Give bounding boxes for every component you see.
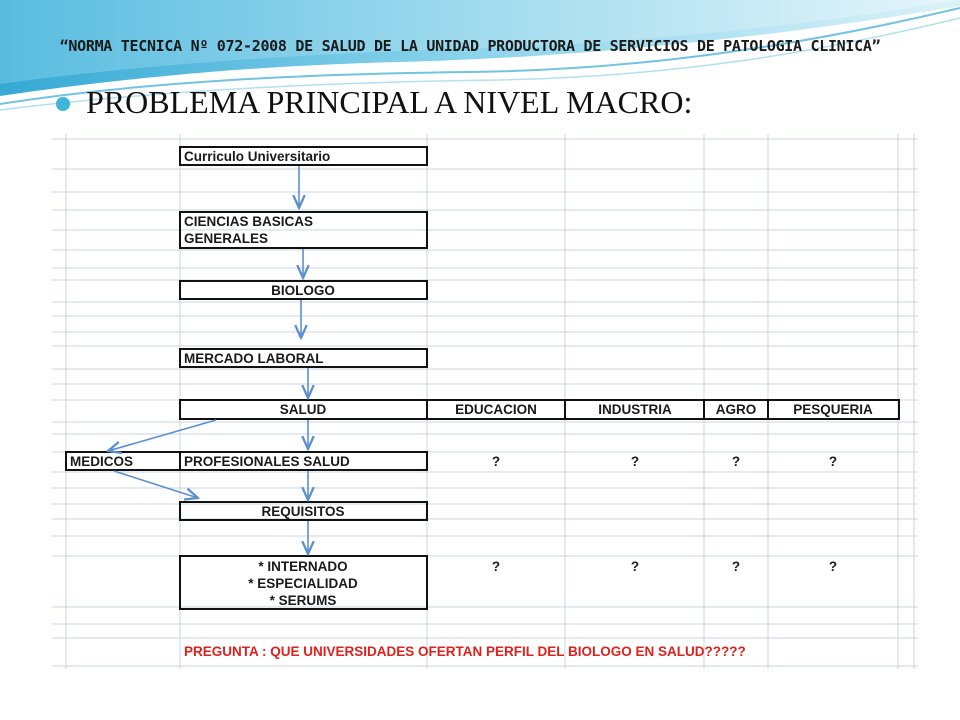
label-biologo: BIOLOGO xyxy=(271,283,335,298)
label-educacion: EDUCACION xyxy=(455,402,537,417)
label-salud: SALUD xyxy=(279,402,327,417)
label-mercado: MERCADO LABORAL xyxy=(184,351,324,366)
label-internado: * INTERNADO xyxy=(258,559,348,574)
question-educacion-2: ? xyxy=(491,559,501,574)
question-industria-2: ? xyxy=(630,559,640,574)
question-industria-1: ? xyxy=(630,454,640,469)
label-profesionales: PROFESIONALES SALUD xyxy=(184,454,350,469)
question-pesqueria-2: ? xyxy=(828,559,838,574)
question-agro-2: ? xyxy=(731,559,741,574)
slide-subtitle: PROBLEMA PRINCIPAL A NIVEL MACRO: xyxy=(86,84,693,120)
flow-diagram xyxy=(52,134,918,674)
bullet-icon xyxy=(56,97,70,111)
label-ciencias-line1: CIENCIAS BASICAS xyxy=(184,214,314,229)
label-serums: * SERUMS xyxy=(269,593,337,608)
question-pesqueria-1: ? xyxy=(828,454,838,469)
arrow-medicos-requisitos xyxy=(114,471,198,498)
pregunta-text: PREGUNTA : QUE UNIVERSIDADES OFERTAN PERFIL DEL BIOLOGO EN SALUD????? xyxy=(184,644,746,659)
label-medicos: MEDICOS xyxy=(70,454,134,469)
question-agro-1: ? xyxy=(731,454,741,469)
label-especialidad: * ESPECIALIDAD xyxy=(248,576,358,591)
label-curriculo: Curriculo Universitario xyxy=(184,149,331,164)
question-educacion-1: ? xyxy=(491,454,501,469)
arrow-salud-medicos xyxy=(108,420,216,451)
label-industria: INDUSTRIA xyxy=(598,402,672,417)
label-requisitos: REQUISITOS xyxy=(261,504,345,519)
label-ciencias-line2: GENERALES xyxy=(184,231,269,246)
label-pesqueria: PESQUERIA xyxy=(793,402,873,417)
label-agro: AGRO xyxy=(715,402,757,417)
slide-title: “NORMA TECNICA Nº 072-2008 DE SALUD DE LA UNIDAD PRODUCTORA DE SERVICIOS DE PATOLOGIA CLINICA” xyxy=(59,37,881,55)
